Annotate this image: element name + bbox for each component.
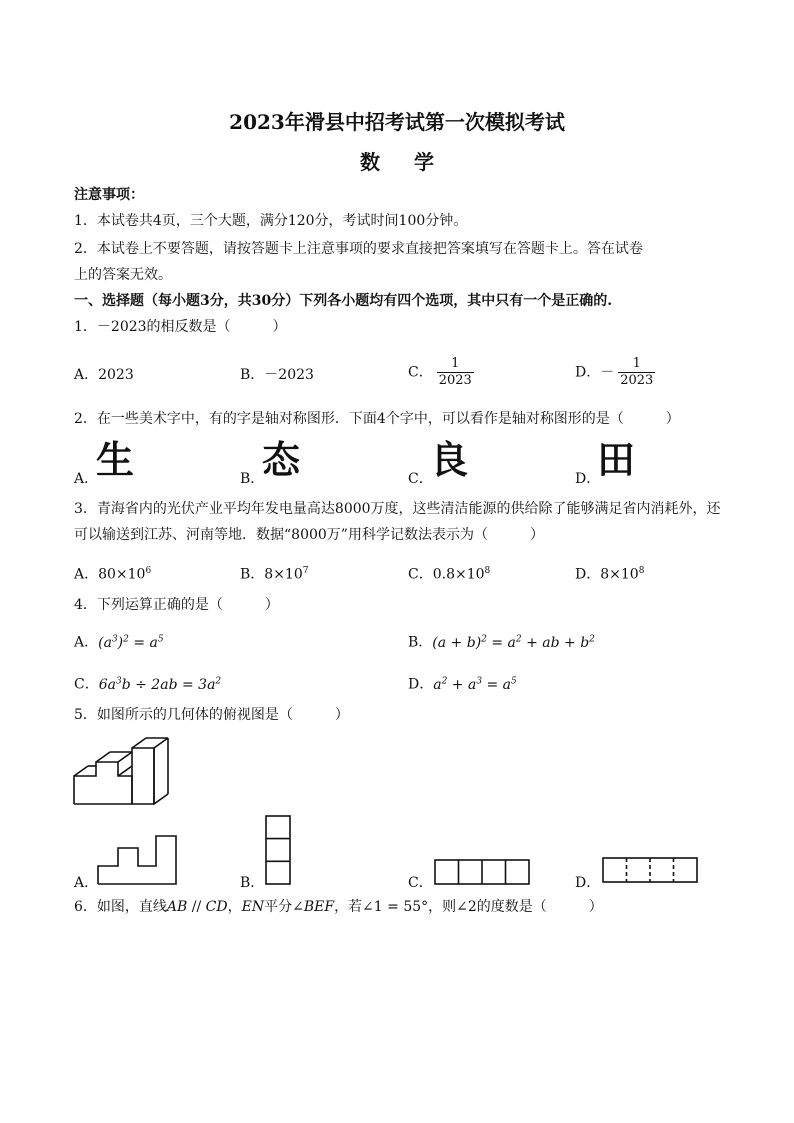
q1-option-d-label: D．－ [575,364,615,381]
q3-b-exp: 7 [302,566,309,576]
q6-parallel: // [187,899,206,915]
q6-bef: BEF [303,899,335,915]
q4-b-expression: $(a + b)^2 = a^2$ + ab + $b^2$ [432,634,595,651]
q2-option-a-label: A． [74,471,99,487]
q6-cd: CD [205,899,228,915]
q1-d-numerator: 1 [632,356,641,371]
q5-d-strokes [603,858,697,882]
q3-d-base: D．8×10 [575,566,639,583]
q3-c-base: C．0.8×10 [408,566,485,583]
q6-mid2: 平分∠ [264,899,304,915]
q1-stem: 1．－2023的相反数是（ ） [74,319,287,335]
q3-option-a [74,562,151,584]
q1-option-a: A．2023 [74,367,134,383]
q1-option-c-label: C． [408,364,433,381]
q6-mid3: ，若∠1 = 55°，则∠2的度数是（ ） [334,899,603,915]
q4-a-expression: $(a^3)^2 = a^5$ [98,634,164,651]
q6-en: EN [241,899,265,915]
q6-stem [74,898,603,916]
q3-c-exp: 8 [484,566,491,576]
q3-option-c [408,562,490,584]
q3-option-b [240,562,308,584]
q2-stem: 2．在一些美术字中，有的字是轴对称图形．下面4个字中，可以看作是轴对称图形的是（ ） [74,411,680,427]
q2-option-a-char: 生 [96,438,135,482]
q4-option-b [408,630,595,652]
q3-a-exp: 6 [145,566,152,576]
q3-a-base: A．80×10 [74,566,146,583]
q5-c-strokes [435,860,529,884]
q2-option-c-char: 良 [430,438,469,482]
q3-b-base: B．8×10 [240,566,303,583]
q3-stem-line-1: 3．青海省内的光伏产业平均年发电量高达8000万度，这些清洁能源的供给除了能够满足省内消耗外，还 [74,501,721,517]
q2-option-d-label: D． [575,471,601,487]
q1-d-denominator: 2023 [620,373,654,388]
q5-stem: 5．如图所示的几何体的俯视图是（ ） [74,707,349,723]
q3-option-d [575,562,644,584]
q2-option-d-char: 田 [597,438,636,482]
q5-option-b-figure [264,814,294,886]
q4-a-label: A． [74,634,99,651]
q4-stem: 4．下列运算正确的是（ ） [74,597,279,613]
q4-d-expression: $a^2 + a^3 = a^5$ [433,676,517,693]
q5-solid-figure [72,728,182,808]
q5-option-d-figure [601,856,701,884]
q6-stem-pre: 6．如图，直线 [74,899,167,915]
q1-option-b: B．－2023 [240,367,314,383]
q2-option-b-label: B． [240,471,265,487]
q1-option-c [408,356,474,389]
q4-option-a [74,630,164,652]
q2-option-c-label: C． [408,471,433,487]
notice-item-1: 1．本试卷共4页，三个大题，满分120分，考试时间100分钟。 [74,213,468,229]
notice-item-2a: 2．本试卷上不要答题，请按答题卡上注意事项的要求直接把答案填写在答题卡上。答在试卷 [74,241,643,257]
q6-mid1: ， [227,899,242,915]
q5-solid-strokes [74,738,168,804]
exam-title: 2023年滑县中招考试第一次模拟考试 [229,110,565,134]
q5-option-d-label: D． [575,875,601,891]
q1-c-numerator: 1 [451,356,460,371]
q5-option-a-label: A． [74,875,99,891]
q4-b-label: B． [408,634,433,651]
q1-c-denominator: 2023 [438,373,472,388]
q2-option-b-char: 态 [262,438,301,482]
q5-option-c-label: C． [408,875,433,891]
q5-option-b-label: B． [240,875,265,891]
q3-stem-line-2: 可以输送到江苏、河南等地．数据“8000万”用科学记数法表示为（ ） [74,527,544,543]
q4-c-expression: $6a^3b \div 2ab = 3a^2$ [98,676,222,693]
section-1-heading: 一、选择题（每小题3分，共30分）下列各小题均有四个选项，其中只有一个是正确的. [74,293,613,309]
q4-c-label: C． [74,676,99,693]
q6-ab: AB [166,899,188,915]
notice-item-2b: 上的答案无效。 [74,267,172,283]
q4-option-c [74,672,221,694]
q5-a-outline [98,836,176,884]
notice-heading: 注意事项： [74,187,144,203]
q1-option-d [575,356,655,389]
q5-b-strokes [266,816,290,884]
q5-option-c-figure [433,858,533,886]
q4-d-label: D． [408,676,434,693]
q3-d-exp: 8 [638,566,645,576]
q5-option-a-figure [96,834,186,886]
q1-option-c-fraction [437,356,474,389]
exam-subject: 数学 [360,150,468,174]
q4-option-d [408,672,517,694]
q1-option-d-fraction [618,356,655,389]
